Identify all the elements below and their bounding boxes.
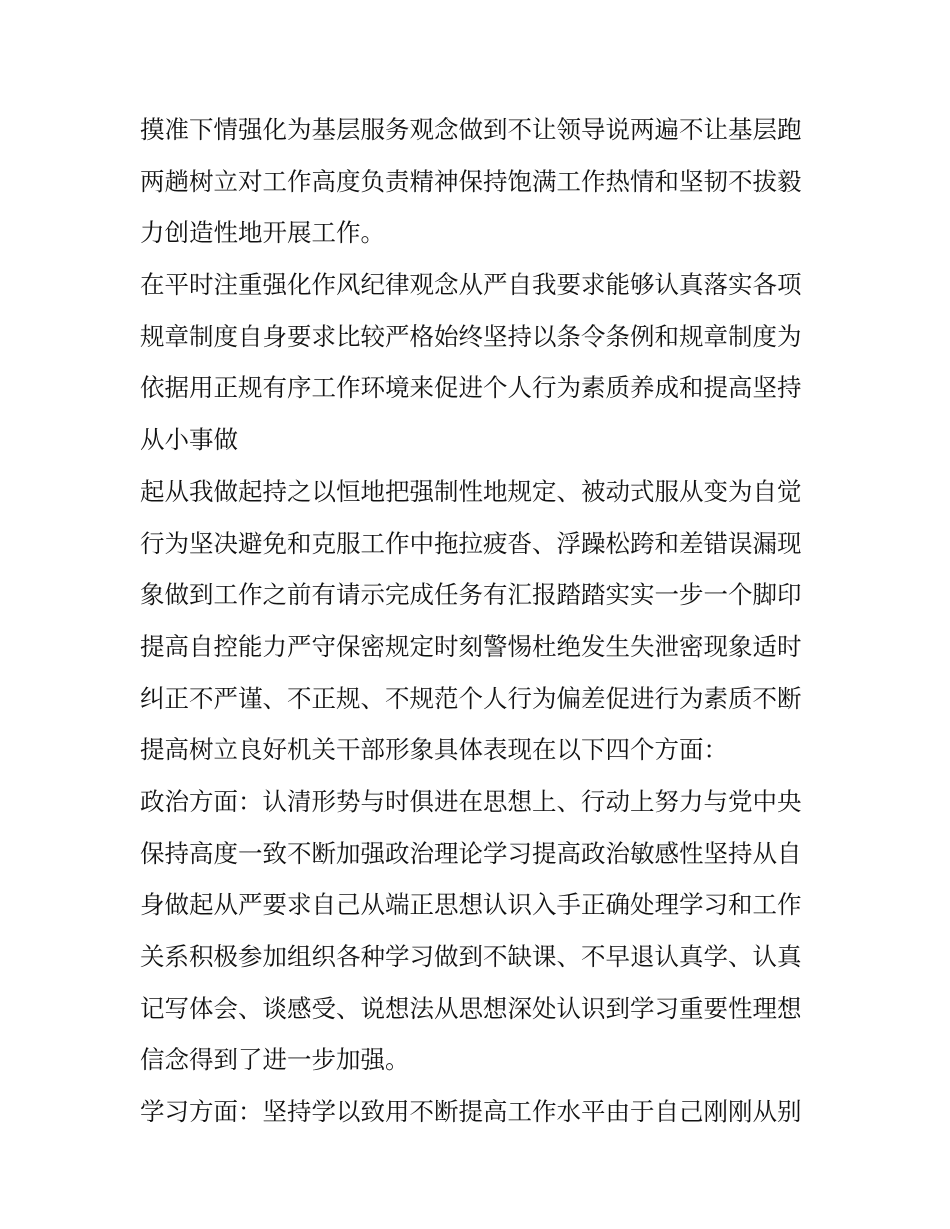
text-line: 提高自控能力严守保密规定时刻警惕杜绝发生失泄密现象适时 [140, 631, 802, 661]
text-line: 摸准下情强化为基层服务观念做到不让领导说两遍不让基层跑 [140, 115, 802, 144]
text-line: 起从我做起持之以恒地把强制性地规定、被动式服从变为自觉 [140, 476, 802, 506]
text-line: 提高树立良好机关干部形象具体表现在以下四个方面： [140, 735, 728, 765]
text-line: 在平时注重强化作风纪律观念从严自我要求能够认真落实各项 [140, 270, 802, 300]
text-line: 学习方面：坚持学以致用不断提高工作水平由于自己刚刚从别 [140, 1097, 802, 1127]
text-line: 依据用正规有序工作环境来促进个人行为素质养成和提高坚持 [140, 373, 802, 403]
text-line: 关系积极参加组织各种学习做到不缺课、不早退认真学、认真 [140, 942, 802, 971]
text-line: 身做起从严要求自己从端正思想认识入手正确处理学习和工作 [140, 890, 802, 920]
text-line: 记写体会、谈感受、说想法从思想深处认识到学习重要性理想 [140, 993, 802, 1023]
text-line: 两趟树立对工作高度负责精神保持饱满工作热情和坚韧不拔毅 [140, 166, 802, 196]
text-line: 保持高度一致不断加强政治理论学习提高政治敏感性坚持从自 [140, 838, 802, 868]
text-line: 象做到工作之前有请示完成任务有汇报踏踏实实一步一个脚印 [140, 580, 802, 610]
text-line: 政治方面：认清形势与时俱进在思想上、行动上努力与党中央 [140, 786, 802, 816]
text-line: 行为坚决避免和克服工作中拖拉疲沓、浮躁松跨和差错误漏现 [140, 528, 802, 558]
text-line: 纠正不严谨、不正规、不规范个人行为偏差促进行为素质不断 [140, 683, 802, 713]
text-line: 规章制度自身要求比较严格始终坚持以条令条例和规章制度为 [140, 321, 802, 351]
text-line: 力创造性地开展工作。 [140, 218, 385, 248]
body-text [140, 104, 820, 1138]
text-line: 信念得到了进一步加强。 [140, 1045, 410, 1075]
text-line: 从小事做 [140, 425, 238, 455]
